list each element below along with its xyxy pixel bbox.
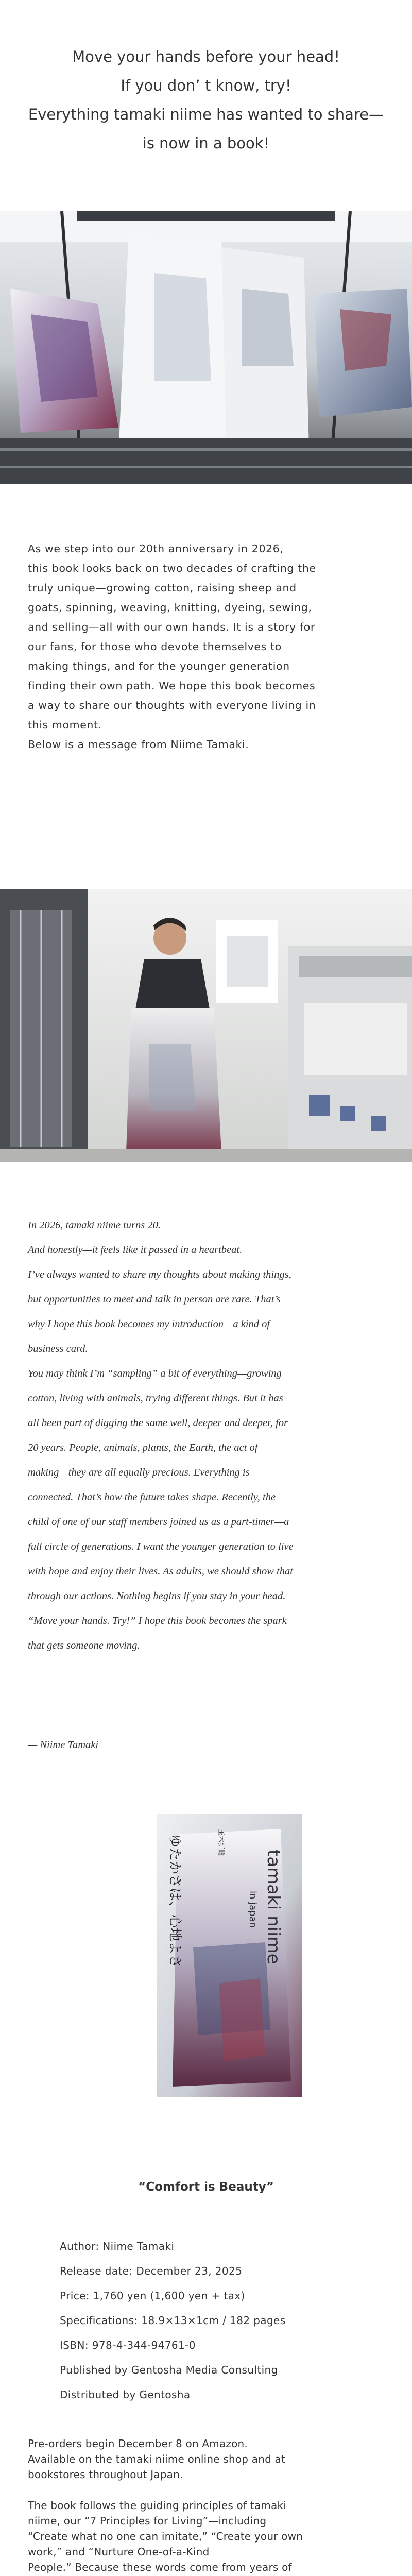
intro-line: goats, spinning, weaving, knitting, dyeing, sewing, xyxy=(28,601,312,614)
intro-line: and selling—all with our own hands. It is a story for xyxy=(28,621,315,633)
headline-line-2: If you don’ t know, try! xyxy=(121,77,291,94)
cover-small-text: 玉木新雌 xyxy=(217,1829,225,1856)
headline-line-1: Move your hands before your head! xyxy=(72,48,340,65)
message-line: “Move your hands. Try!” I hope this book becomes the spark xyxy=(28,1615,287,1626)
book-title: “Comfort is Beauty” xyxy=(138,2180,274,2194)
looms-textiles-photo xyxy=(0,211,412,484)
note-line: The book follows the guiding principles of tamaki xyxy=(28,2499,286,2512)
note-line: Available on the tamaki niime online shop and at xyxy=(28,2453,286,2465)
intro-line: As we step into our 20th anniversary in 2026, xyxy=(28,543,284,555)
message-line: why I hope this book becomes my introduction—a kind of xyxy=(28,1318,270,1330)
headline xyxy=(0,42,412,158)
message-line: through our actions. Nothing begins if you stay in your head. xyxy=(28,1590,286,1602)
message-line: cotton, living with animals, trying different things. But it has xyxy=(28,1393,283,1404)
cover-vertical-title: ゆたかさは、心地よさ xyxy=(167,1834,182,1969)
message-line: And honestly—it feels like it passed in a heartbeat. xyxy=(28,1244,243,1256)
note-line: bookstores throughout Japan. xyxy=(28,2468,183,2481)
message-line: that gets someone moving. xyxy=(28,1640,140,1651)
note-line: “Create what no one can imitate,” “Create your own xyxy=(28,2530,303,2543)
availability-notes xyxy=(28,2436,399,2576)
intro-line: our fans, for those who devote themselves to xyxy=(28,640,282,653)
message-line: You may think I’m “sampling” a bit of everything—growing xyxy=(28,1368,282,1379)
message-line: connected. That’s how the future takes shape. Recently, the xyxy=(28,1492,276,1503)
headline-line-4: is now in a book! xyxy=(142,134,270,152)
spec-distributor: Distributed by Gentosha xyxy=(60,2388,191,2401)
message-line: 20 years. People, animals, plants, the Earth, the act of xyxy=(28,1442,258,1453)
message-line: In 2026, tamaki niime turns 20. xyxy=(28,1219,161,1231)
note-line: People.” Because these words come from years of xyxy=(28,2561,292,2573)
note-line: niime, our “7 Principles for Living”—including xyxy=(28,2515,267,2527)
paragraph-gap xyxy=(28,2482,399,2498)
message-line: all been part of digging the same well, deeper and deeper, for xyxy=(28,1417,288,1429)
message-line: making—they are all equally precious. Everything is xyxy=(28,1467,250,1478)
niime-tamaki-studio-photo xyxy=(0,889,412,1162)
intro-line: a way to share our thoughts with everyone living in xyxy=(28,699,316,711)
spec-isbn: ISBN: 978-4-344-94761-0 xyxy=(60,2339,196,2351)
spec-release-date: Release date: December 23, 2025 xyxy=(60,2265,243,2277)
cover-brand-line-1: tamaki niime xyxy=(263,1850,284,1964)
spec-publisher: Published by Gentosha Media Consulting xyxy=(60,2364,278,2376)
book-specs xyxy=(60,2234,400,2407)
note-line: Pre-orders begin December 8 on Amazon. xyxy=(28,2437,248,2450)
message-line: I’ve always wanted to share my thoughts about making things, xyxy=(28,1269,291,1280)
book-cover-image xyxy=(157,1814,302,2097)
intro-line: this moment. xyxy=(28,719,102,731)
message-line: child of one of our staff members joined us as a part-timer—a xyxy=(28,1516,289,1528)
intro-text xyxy=(28,539,388,754)
message-line: but opportunities to meet and talk in person are rare. That’s xyxy=(28,1294,281,1305)
message-line: full circle of generations. I want the younger generation to live xyxy=(28,1541,294,1552)
spec-specifications: Specifications: 18.9×13×1cm / 182 pages xyxy=(60,2314,286,2327)
intro-line: finding their own path. We hope this book becomes xyxy=(28,680,316,692)
intro-line: truly unique—growing cotton, raising sheep and xyxy=(28,582,297,594)
intro-line: making things, and for the younger generation xyxy=(28,660,290,672)
message-text xyxy=(28,1213,388,1658)
headline-line-3: Everything tamaki niime has wanted to share— xyxy=(28,106,384,123)
note-line: work,” and “Nurture One-of-a-Kind xyxy=(28,2546,210,2558)
spec-price: Price: 1,760 yen (1,600 yen + tax) xyxy=(60,2290,245,2302)
cover-brand-line-2: in japan xyxy=(247,1891,258,1928)
intro-line: Below is a message from Niime Tamaki. xyxy=(28,738,249,751)
spec-author: Author: Niime Tamaki xyxy=(60,2240,175,2252)
message-line: business card. xyxy=(28,1343,88,1354)
message-line: with hope and enjoy their lives. As adults, we should show that xyxy=(28,1566,293,1577)
intro-line: this book looks back on two decades of crafting the xyxy=(28,562,316,574)
message-signature: — Niime Tamaki xyxy=(28,1739,99,1751)
